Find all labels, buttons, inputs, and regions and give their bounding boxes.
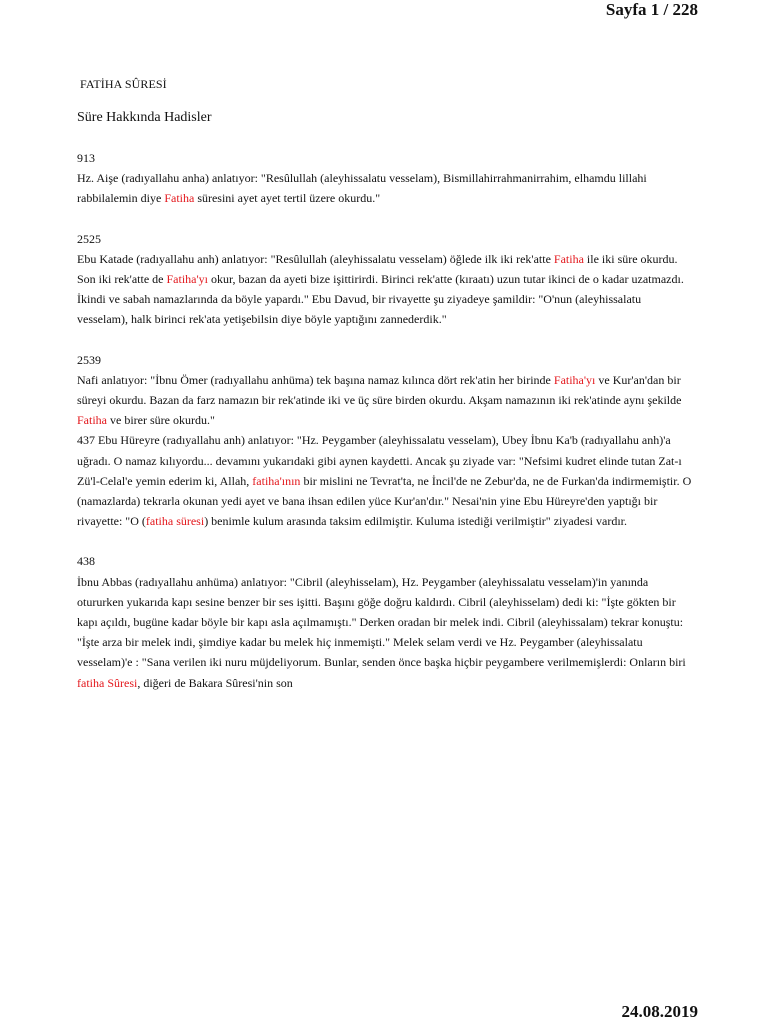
text-segment: süresini ayet ayet tertil üzere okurdu.": [194, 191, 381, 206]
text-segment: bir mislini ne Tevrat'ta, ne İncil'de ne Zebur'da, ne de Furkan'da indirmemiştir. O (namazlarda) tekrarla okunan yedi ayet ve bana ihsan edilen yüce Kur'an'dır." Nesai'nin yine Ebu Hüreyre'den yaptığı bir rivayette: "O (: [77, 473, 692, 529]
hadith-text: [77, 168, 693, 208]
hadith-list: [77, 148, 693, 693]
text-segment: 437 Ebu Hüreyre (radıyallahu anh) anlatıyor: "Hz. Peygamber (aleyhissalatu vesselam), Ubey İbnu Ka'b (radıyallahu anh)'a uğradı. O namaz kılıyordu... devamını yukarıdaki gibi aynen kaydetti. Ancak şu ziyade var: "Nefsimi kudret elinde tutan Zat-ı Zü'l-Celal'e yemin ederim ki, Allah,: [77, 433, 682, 488]
text-segment: ) benimle kulum arasında taksim edilmiştir. Kuluma istediği verilmiştir" ziyadesi vardır.: [204, 514, 628, 529]
hadith-entry: [77, 350, 693, 431]
text-segment: Hz. Aişe (radıyallahu anha) anlatıyor: "Resûlullah (aleyhissalatu vesselam), Bismillahirrahmanirrahim, elhamdu lillahi rabbilalemin diye: [77, 171, 647, 206]
hadith-text: [77, 572, 693, 693]
document-title: FATİHA SÛRESİ: [80, 77, 167, 91]
page-date: 24.08.2019: [621, 1002, 698, 1021]
hadith-text: [77, 370, 693, 431]
highlighted-term: fatiha'ının: [252, 473, 301, 488]
document-body: [77, 74, 693, 693]
section-title: Süre Hakkında Hadisler: [77, 110, 212, 125]
text-segment: ve birer süre okurdu.": [107, 413, 215, 428]
highlighted-term: Fatiha'yı: [553, 372, 596, 387]
hadith-number: 438: [77, 554, 95, 569]
highlighted-term: Fatiha: [77, 413, 107, 428]
hadith-text: [77, 430, 693, 531]
hadith-number: 913: [77, 151, 95, 165]
text-segment: ve Kur'an'dan bir süreyi okurdu. Bazan da farz namazın bir rek'atinde iki ve üç süre birden okurdu. Akşam namazının iki rek'atinde aynı şekilde: [77, 372, 682, 407]
highlighted-term: fatiha Sûresi: [77, 675, 138, 690]
text-segment: İbnu Abbas (radıyallahu anhüma) anlatıyor: "Cibril (aleyhisselam), Hz. Peygamber (aleyhissalatu vesselam)'in yanında otururken yukarıda kapı sesine benzer bir ses işitti. Başını göğe doğru kaldırdı. Cibril (aleyhisselam) dedi ki: "İşte gökten bir kapı açıldı, bugüne kadar böyle bir kapı asla açılmamıştı." Derken oradan bir melek indi. Cibril (aleyhissalam) tekrar konuştu: "İşte arza bir melek indi, şimdiye kadar bu melek hiç inmemişti." Melek selam verdi ve Hz. Peygamber (aleyhissalatu vesselam)'e : "Sana verilen iki nuru müjdeliyorum. Bunlar, senden önce başka hiçbir peygambere verilmemişlerdi: Onların biri: [77, 574, 686, 670]
highlighted-term: Fatiha: [553, 251, 584, 266]
hadith-entry: [77, 229, 693, 330]
text-segment: Nafi anlatıyor: "İbnu Ömer (radıyallahu anhüma) tek başına namaz kılınca dört rek'atin her birinde: [77, 372, 554, 387]
hadith-text: [77, 249, 693, 330]
highlighted-term: fatiha süresi: [145, 514, 205, 529]
page-number-label: Sayfa 1 / 228: [605, 0, 698, 19]
text-segment: , diğeri de Bakara Sûresi'nin son: [137, 675, 293, 690]
hadith-number: 2539: [77, 352, 101, 367]
highlighted-term: Fatiha: [164, 191, 195, 206]
hadith-entry: [77, 551, 693, 692]
text-segment: okur, bazan da ayeti bize işittirirdi. Birinci rek'atte (kıraatı) uzun tutar ikinci de o kadar uzatmazdı. İkindi ve sabah namazlarında da böyle yapardı." Ebu Davud, bir rivayette şu ziyadeye şamildir: "O'nun (aleyhissalatu vesselam), halk birinci rek'ata yetişebilsin diye böyle yaptığını zannederdik.": [77, 271, 684, 327]
text-segment: Ebu Katade (radıyallahu anh) anlatıyor: "Resûlullah (aleyhissalatu vesselam) öğlede ilk iki rek'atte: [77, 251, 554, 266]
hadith-entry: [77, 430, 693, 531]
text-segment: ile iki süre okurdu. Son iki rek'atte de: [77, 251, 678, 286]
hadith-number: 2525: [77, 231, 101, 246]
highlighted-term: Fatiha'yı: [166, 271, 208, 286]
hadith-entry: [77, 148, 693, 209]
